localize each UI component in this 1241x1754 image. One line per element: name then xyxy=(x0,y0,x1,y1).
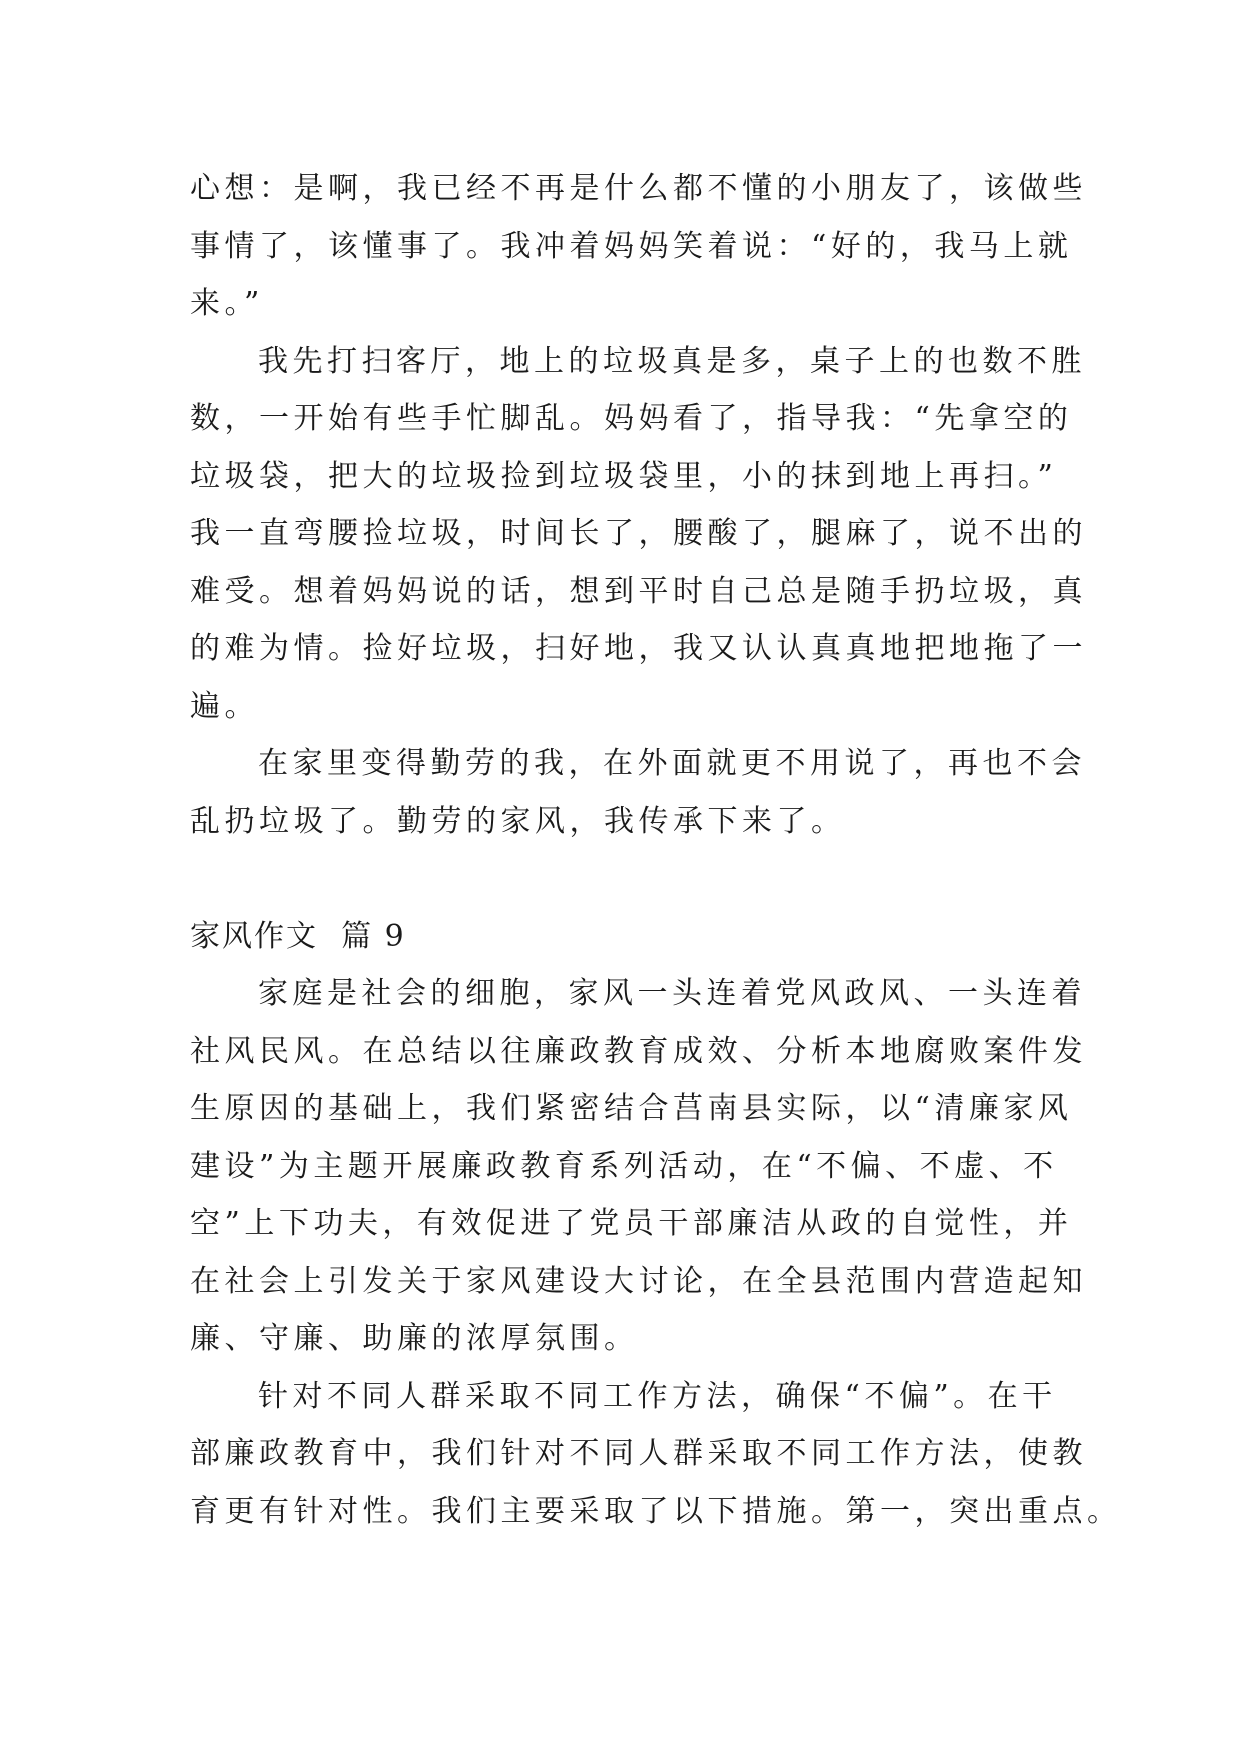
text-line: 我一直弯腰捡垃圾，时间长了，腰酸了，腿麻了，说不出的 xyxy=(190,516,1087,551)
text-line: 在家里变得勤劳的我，在外面就更不用说了，再也不会 xyxy=(258,746,1086,781)
text-line: 生原因的基础上，我们紧密结合莒南县实际，以“清廉家风 xyxy=(190,1091,1073,1126)
text-line: 的难为情。捡好垃圾，扫好地，我又认认真真地把地拖了一 xyxy=(190,631,1087,666)
section-heading: 家风作文 篇 9 xyxy=(190,918,406,954)
text-line: 来。” xyxy=(190,286,264,321)
text-line: 数，一开始有些手忙脚乱。妈妈看了，指导我：“先拿空的 xyxy=(190,401,1073,436)
document-body xyxy=(190,160,1122,1540)
text-line: 事情了，该懂事了。我冲着妈妈笑着说：“好的，我马上就 xyxy=(190,228,1073,264)
section-paragraph-1 xyxy=(190,965,1087,1368)
text-line: 部廉政教育中，我们针对不同人群采取不同工作方法，使教 xyxy=(190,1436,1087,1471)
text-line: 家庭是社会的细胞，家风一头连着党风政风、一头连着 xyxy=(258,976,1086,1011)
text-line: 我先打扫客厅，地上的垃圾真是多，桌子上的也数不胜 xyxy=(258,343,1086,379)
text-line: 育更有针对性。我们主要采取了以下措施。第一，突出重点。 xyxy=(190,1493,1122,1529)
paragraph-1 xyxy=(190,160,1087,333)
text-line: 空”上下功夫，有效促进了党员干部廉洁从政的自觉性，并 xyxy=(190,1206,1073,1241)
text-line: 在社会上引发关于家风建设大讨论，在全县范围内营造起知 xyxy=(190,1263,1087,1299)
text-line: 廉、守廉、助廉的浓厚氛围。 xyxy=(190,1321,639,1356)
paragraph-2 xyxy=(190,333,1087,736)
section-paragraph-2 xyxy=(190,1368,1122,1541)
text-line: 垃圾袋，把大的垃圾捡到垃圾袋里，小的抹到地上再扫。” xyxy=(190,458,1058,494)
text-line: 针对不同人群采取不同工作方法，确保“不偏”。在干 xyxy=(258,1378,1057,1414)
paragraph-3 xyxy=(190,735,1086,850)
text-line: 社风民风。在总结以往廉政教育成效、分析本地腐败案件发 xyxy=(190,1033,1087,1069)
text-line: 建设”为主题开展廉政教育系列活动，在“不偏、不虚、不 xyxy=(190,1148,1058,1184)
text-line: 遍。 xyxy=(190,688,259,724)
text-line: 乱扔垃圾了。勤劳的家风，我传承下来了。 xyxy=(190,803,846,839)
text-line: 心想：是啊，我已经不再是什么都不懂的小朋友了，该做些 xyxy=(190,171,1087,206)
text-line: 难受。想着妈妈说的话，想到平时自己总是随手扔垃圾，真 xyxy=(190,573,1087,609)
